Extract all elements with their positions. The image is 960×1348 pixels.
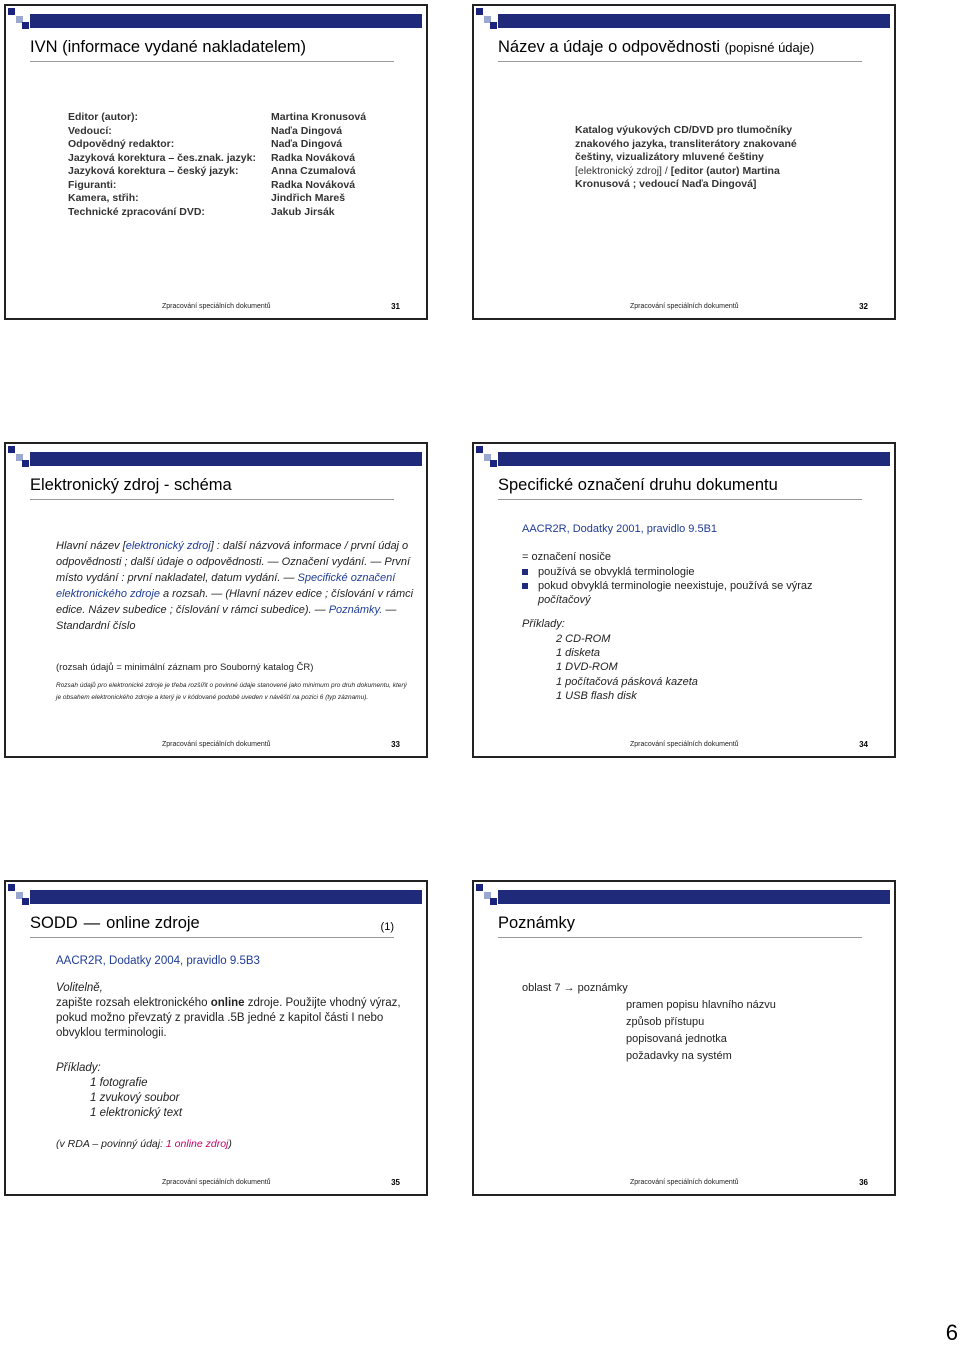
slide-footer: Zpracování speciálních dokumentů	[630, 1179, 739, 1186]
examples-label: Příklady:	[56, 1062, 101, 1074]
definition: = označení nosiče	[522, 551, 611, 564]
slide-35	[4, 880, 428, 1196]
example-item: 2 CD-ROM	[556, 632, 611, 645]
optional-label: Volitelně,	[56, 982, 103, 994]
slide-header-bar	[30, 890, 422, 904]
slide-title: SODD — online zdroje (1)	[30, 914, 394, 938]
example-item: 1 DVD-ROM	[556, 661, 618, 674]
example-item: 1 USB flash disk	[556, 689, 637, 702]
slide-footer: Zpracování speciálních dokumentů	[162, 741, 271, 748]
slide-header-bar	[498, 890, 890, 904]
slide-footer: Zpracování speciálních dokumentů	[162, 1179, 271, 1186]
rule-reference: AACR2R, Dodatky 2004, pravidlo 9.5B3	[56, 955, 260, 967]
notes-area-heading: oblast 7 → poznámky	[522, 982, 628, 994]
rule-reference: AACR2R, Dodatky 2001, pravidlo 9.5B1	[522, 523, 718, 535]
note-item: způsob přístupu	[626, 1016, 705, 1028]
slide-header-bar	[30, 452, 422, 466]
credit-row: Jazyková korektura – čes.znak. jazyk: Radka Nováková	[68, 151, 356, 164]
slide-34	[472, 442, 896, 758]
slide-title: Elektronický zdroj - schéma	[30, 476, 394, 500]
slide-number: 32	[859, 302, 868, 311]
schema-text: Hlavní název [elektronický zdroj] : další názvová informace / první údaj o odpovědnosti ; další údaje o odpovědnosti. — Označení vydání. — První místo vydání : první nakladatel, datum vydání. — Specifické označení elektronického zdroje a rozsah. — (Hlavní název edice ; číslování v rámci edice. Název subedice ; číslování v rámci subedice). — Poznámky. — Standardní číslo	[56, 540, 414, 632]
rda-note: (v RDA – povinný údaj: 1 online zdroj)	[56, 1138, 232, 1150]
slide-number: 36	[859, 1178, 868, 1187]
examples-label: Příklady:	[522, 618, 565, 631]
slide-title: Poznámky	[498, 914, 862, 938]
rule-text: zapište rozsah elektronického online zdroje. Použijte vhodný výraz, pokud možno převzatý z pravidla .5B jedné z kapitol části I nebo obvyklou terminologii.	[56, 997, 401, 1039]
credit-row: Vedoucí: Naďa Dingová	[68, 124, 343, 137]
slide-number: 34	[859, 740, 868, 749]
slide-footer: Zpracování speciálních dokumentů	[630, 303, 739, 310]
slide-33	[4, 442, 428, 758]
slide-number: 35	[391, 1178, 400, 1187]
bullet-item: pokud obvyklá terminologie neexistuje, používá se výraz	[522, 579, 872, 593]
note-item: požadavky na systém	[626, 1050, 732, 1062]
slide-title: Název a údaje o odpovědnosti (popisné údaje)	[498, 38, 862, 62]
page-number: 6	[945, 1320, 958, 1345]
credit-row: Technické zpracování DVD: Jakub Jirsák	[68, 205, 335, 218]
example-item: 1 počítačová pásková kazeta	[556, 675, 698, 688]
example-item: 1 fotografie	[90, 1077, 148, 1089]
slide-title: IVN (informace vydané nakladatelem)	[30, 38, 394, 62]
slide-36	[472, 880, 896, 1196]
note-item: pramen popisu hlavního názvu	[626, 999, 776, 1011]
credit-row: Kamera, střih: Jindřich Mareš	[68, 192, 346, 204]
example-item: 1 elektronický text	[90, 1107, 183, 1119]
slide-number: 31	[391, 302, 400, 311]
bullet-continuation: počítačový	[538, 594, 591, 607]
example-item: 1 disketa	[556, 647, 601, 660]
slide-32	[472, 4, 896, 320]
slide-title: Specifické označení druhu dokumentu	[498, 476, 862, 500]
slide-31	[4, 4, 428, 320]
slide-header-bar	[498, 14, 890, 28]
slide-header-bar	[498, 452, 890, 466]
small-note: Rozsah údajů pro elektronické zdroje je třeba rozšířit o povinné údaje stanovené jako minimum pro druh dokumentu, který je obsahem elektronického zdroje a který je v kódované podobě uveden v návěští na pozici 6 (typ záznamu).	[56, 682, 407, 701]
example-item: 1 zvukový soubor	[90, 1092, 180, 1104]
credit-row: Figuranti: Radka Nováková	[68, 178, 356, 191]
slide-body	[522, 522, 872, 703]
credit-row: Jazyková korektura – český jazyk: Anna Czumalová	[68, 165, 356, 177]
credit-row: Odpovědný redaktor: Naďa Dingová	[68, 138, 343, 150]
note-item: popisovaná jednotka	[626, 1033, 727, 1045]
scope-note: (rozsah údajů = minimální záznam pro Souborný katalog ČR)	[56, 662, 314, 673]
credit-row: Editor (autor): Martina Kronusová	[68, 111, 367, 123]
slide-number: 33	[391, 740, 400, 749]
slide-footer: Zpracování speciálních dokumentů	[162, 303, 271, 310]
slide-body	[522, 980, 872, 1065]
bullet-item: používá se obvyklá terminologie	[522, 565, 872, 579]
credits-list	[68, 111, 366, 219]
bullet-square-icon	[522, 569, 528, 575]
slide-footer: Zpracování speciálních dokumentů	[630, 741, 739, 748]
bullet-square-icon	[522, 583, 528, 589]
slide-body	[56, 954, 416, 1152]
slide-header-bar	[30, 14, 422, 28]
catalog-entry: Katalog výukových CD/DVD pro tlumočníky znakového jazyka, transliterátory znakované češtiny, vizualizátory mluvené češtiny [elektronický zdroj] / [editor (autor) Martina Kronusová ; vedoucí Naďa Dingová]	[575, 124, 797, 190]
